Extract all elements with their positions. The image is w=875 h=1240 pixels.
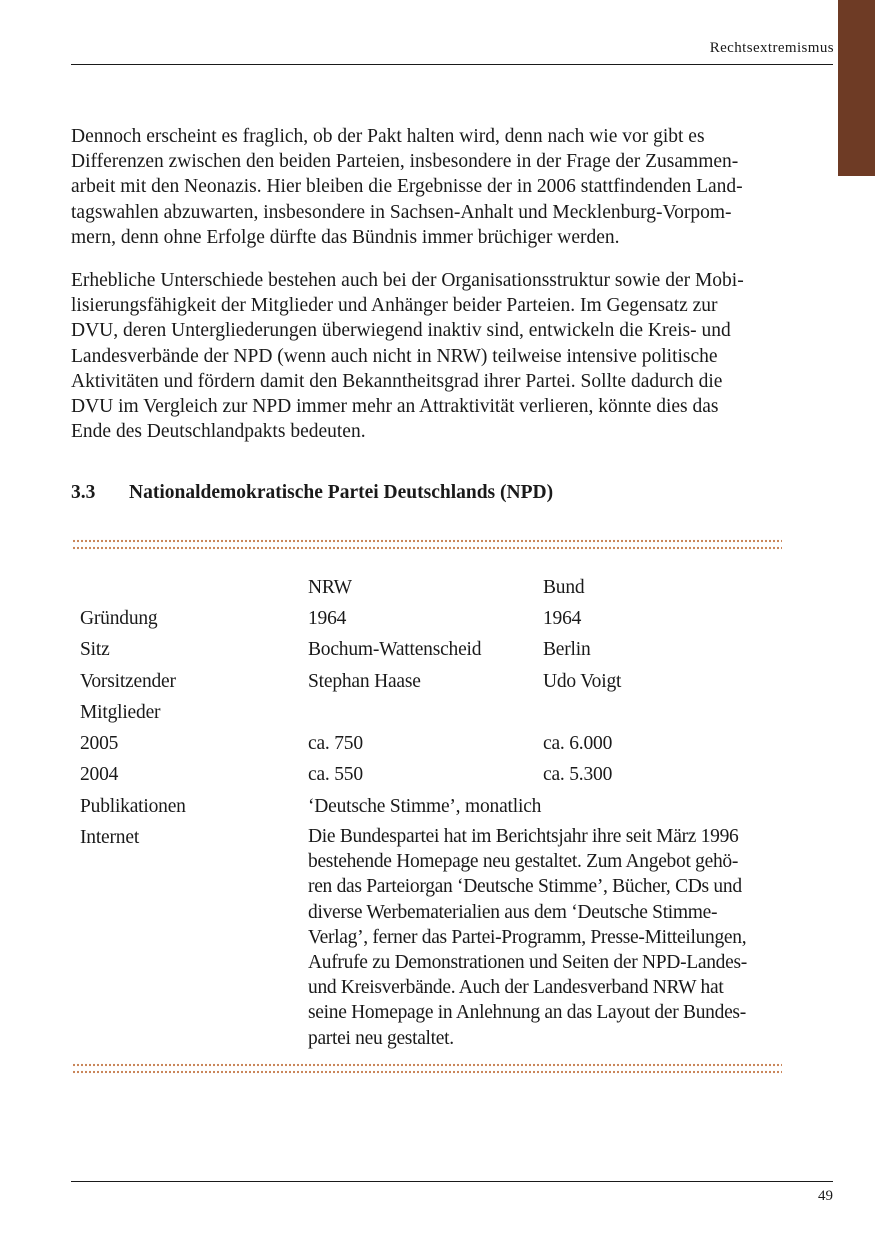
paragraph-1 [71,124,783,250]
row-label: Gründung [80,608,158,629]
paragraph-line: DVU im Vergleich zur NPD immer mehr an Attraktivität verlieren, könnte dies das [71,396,719,418]
internet-label: Internet [80,827,140,848]
internet-line: partei neu gestaltet. [308,1027,454,1049]
fact-box-bottom-border [72,1063,782,1074]
internet-line: Verlag’, ferner das Partei-Programm, Presse-Mitteilungen, [308,926,747,948]
row-bund-value: ca. 6.000 [543,733,613,754]
row-bund-value: 1964 [543,608,582,629]
paragraph-line: Differenzen zwischen den beiden Parteien, insbesondere in der Frage der Zusammen- [71,151,739,173]
internet-line: bestehende Homepage neu gestaltet. Zum Angebot gehö- [308,851,739,873]
row-label: Vorsitzender [80,671,176,692]
chapter-tab [838,0,875,176]
row-label: Sitz [80,639,110,660]
fact-box-top-border [72,539,782,550]
internet-description [308,824,788,1051]
row-label: 2004 [80,764,119,785]
page-number: 49 [818,1188,833,1204]
paragraph-line: Erhebliche Unterschiede bestehen auch bei der Organisationsstruktur sowie der Mobi- [71,270,744,291]
row-bund-value: ca. 5.300 [543,764,613,785]
footer-rule [71,1181,833,1182]
paragraph-line: Aktivitäten und fördern damit den Bekanntheitsgrad ihrer Partei. Sollte dadurch die [71,370,723,392]
row-nrw-value: 1964 [308,608,347,629]
internet-line: und Kreisverbände. Auch der Landesverband NRW hat [308,977,724,999]
paragraph-line: tagswahlen abzuwarten, insbesondere in Sachsen-Anhalt und Mecklenburg-Vorpom- [71,201,732,223]
row-nrw-value: ca. 550 [308,764,363,785]
internet-line: Aufrufe zu Demonstrationen und Seiten der NPD-Landes- [308,952,747,974]
column-header-bund: Bund [543,577,585,598]
paragraph-line: Ende des Deutschlandpakts bedeuten. [71,421,366,443]
row-bund-value: Berlin [543,639,591,660]
running-head: Rechtsextremismus [709,40,834,56]
paragraph-line: arbeit mit den Neonazis. Hier bleiben die Ergebnisse der in 2006 stattfindenden Land- [71,176,743,198]
paragraph-line: Dennoch erscheint es fraglich, ob der Pakt halten wird, denn nach wie vor gibt es [71,126,705,147]
internet-line: seine Homepage in Anlehnung an das Layout der Bundes- [308,1002,746,1024]
row-label: Mitglieder [80,702,161,723]
column-header-nrw: NRW [308,577,352,598]
publikationen-value: ‘Deutsche Stimme’, monatlich [308,796,542,817]
paragraph-2 [71,268,783,444]
internet-line: diverse Werbematerialien aus dem ‘Deutsche Stimme- [308,901,718,923]
row-nrw-value: ca. 750 [308,733,363,754]
publikationen-label: Publikationen [80,796,186,817]
row-nrw-value: Bochum-Wattenscheid [308,639,482,660]
header-rule [71,64,833,65]
section-heading [71,482,553,504]
paragraph-line: Landesverbände der NPD (wenn auch nicht in NRW) teilweise intensive politische [71,345,718,367]
section-title: Nationaldemokratische Partei Deutschlands (NPD) [129,482,554,503]
paragraph-line: DVU, deren Untergliederungen überwiegend inaktiv sind, entwickeln die Kreis- und [71,320,731,342]
row-nrw-value: Stephan Haase [308,671,421,692]
paragraph-line: lisierungsfähigkeit der Mitglieder und Anhänger beider Parteien. Im Gegensatz zur [71,295,718,317]
internet-line: Die Bundespartei hat im Berichtsjahr ihre seit März 1996 [308,826,739,847]
internet-line: ren das Parteiorgan ‘Deutsche Stimme’, Bücher, CDs und [308,876,742,898]
paragraph-line: mern, denn ohne Erfolge dürfte das Bündnis immer brüchiger werden. [71,226,620,248]
section-number: 3.3 [71,482,96,503]
row-label: 2005 [80,733,119,754]
row-bund-value: Udo Voigt [543,671,622,692]
